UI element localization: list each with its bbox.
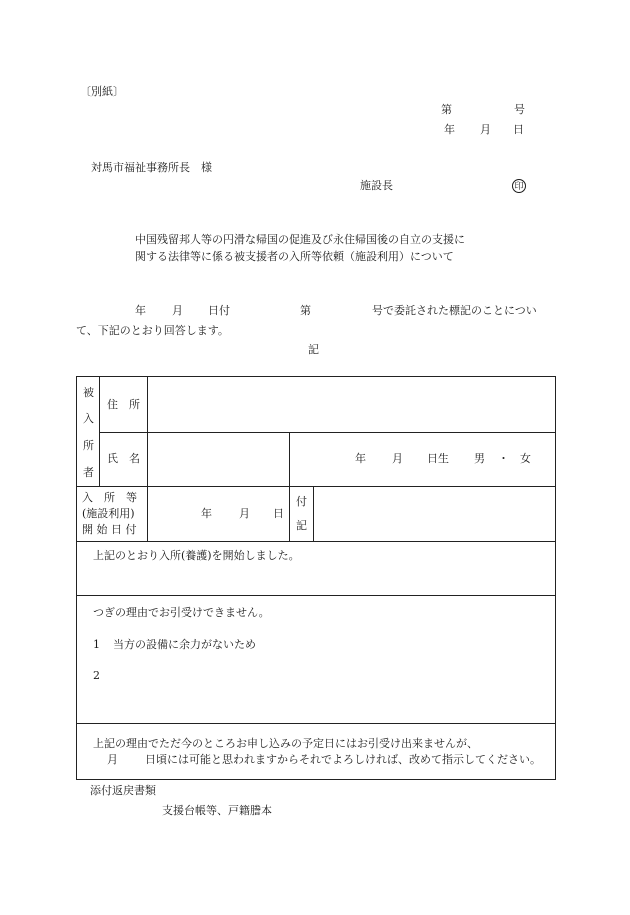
birth-year: 年 [355, 452, 366, 465]
reason-1-number: 1 [93, 638, 100, 651]
addressee: 対馬市福祉事務所長 様 [91, 161, 212, 174]
table-divider [77, 486, 556, 487]
refusal-intro: つぎの理由でお引受けできません。 [93, 606, 270, 619]
table-divider [77, 595, 556, 596]
date-month: 月 [480, 123, 491, 136]
subject-line-1: 中国残留邦人等の円滑な帰国の促進及び永住帰国後の自立の支援に [135, 233, 465, 246]
start-year: 年 [201, 507, 212, 520]
future-month: 月 [107, 753, 118, 766]
date-day: 日 [513, 123, 524, 136]
start-label-line-1: 入 所 等 [82, 491, 137, 504]
document-number-prefix: 第 [441, 103, 452, 116]
gender-male: 男 [474, 452, 485, 465]
address-label: 住 所 [107, 398, 140, 411]
body-year: 年 [135, 304, 146, 317]
start-label-line-3: 開 始 日 付 [82, 523, 137, 536]
start-day: 日 [273, 507, 284, 520]
return-docs-items: 支援台帳等、戸籍謄本 [162, 804, 272, 817]
resident-label-char: 所 [83, 439, 94, 452]
response-table [76, 376, 556, 780]
document-number-suffix: 号 [514, 103, 525, 116]
attachment-label: 〔別紙〕 [80, 85, 124, 98]
start-label-line-2: (施設利用) [82, 507, 135, 520]
date-year: 年 [444, 123, 455, 136]
sender-title: 施設長 [360, 179, 393, 192]
table-divider [313, 486, 314, 541]
body-date-suffix: 日付 [208, 304, 230, 317]
birth-month: 月 [392, 452, 403, 465]
start-month: 月 [239, 507, 250, 520]
return-docs-label: 添付返戻書類 [90, 784, 156, 797]
body-line-2: て、下記のとおり回答します。 [76, 324, 229, 337]
table-divider [77, 723, 556, 724]
body-line-1-tail: 号で委託された標記のことについ [372, 304, 537, 317]
started-statement: 上記のとおり入所(養護)を開始しました。 [93, 549, 300, 562]
table-divider [77, 541, 556, 542]
seal-char: 印 [514, 182, 524, 192]
future-line-2: 日頃には可能と思われますからそれでよろしければ、改めて指示してください。 [145, 753, 541, 766]
reason-2-number: 2 [93, 669, 100, 682]
resident-label-char: 被 [83, 386, 94, 399]
reason-1-text: 当方の設備に余力がないため [113, 638, 256, 651]
gender-separator: ・ [498, 452, 509, 465]
name-label: 氏 名 [107, 452, 140, 465]
remarks-label-char: 記 [296, 519, 307, 532]
resident-label-char: 入 [83, 412, 94, 425]
resident-label-char: 者 [83, 466, 94, 479]
remarks-label-char: 付 [296, 495, 307, 508]
body-number-prefix: 第 [300, 304, 311, 317]
future-line-1: 上記の理由でただ今のところお申し込みの予定日にはお引受け出来ませんが、 [93, 737, 478, 750]
body-ki-heading: 記 [308, 343, 319, 356]
seal-icon [512, 179, 526, 193]
birth-day-suffix: 日生 [427, 452, 449, 465]
table-divider [99, 432, 556, 433]
gender-female: 女 [520, 452, 531, 465]
table-divider [147, 377, 148, 541]
body-month: 月 [172, 304, 183, 317]
subject-line-2: 関する法律等に係る被支援者の入所等依頼（施設利用）について [135, 250, 454, 263]
